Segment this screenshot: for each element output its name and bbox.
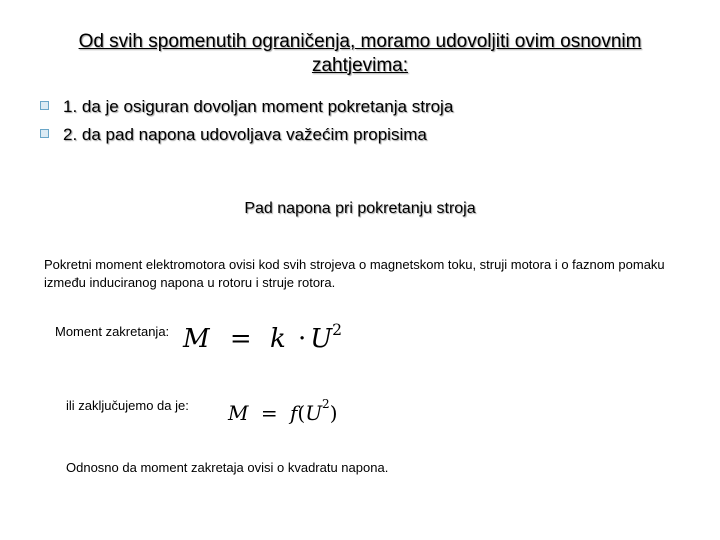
title-line-2: zahtjevima:	[311, 55, 409, 76]
formula-2-equals: =	[260, 401, 278, 425]
formula-2-u: U	[305, 401, 323, 425]
formula-1-label: Moment zakretanja:	[55, 324, 170, 339]
bullet-item-1	[40, 96, 453, 118]
formula-1-exponent: 2	[332, 321, 343, 339]
formula-2-open-paren: (	[297, 401, 306, 425]
formula-1-equals: =	[229, 324, 252, 354]
bullet-item-2	[40, 124, 427, 146]
formula-2-f: f	[289, 401, 298, 425]
bullet-square-icon	[40, 129, 49, 138]
bullet-text-2: 2. da pad napona udovoljava važećim propisima	[63, 125, 427, 144]
formula-2-close-paren: )	[329, 401, 338, 425]
slide-title	[40, 30, 680, 78]
section-subtitle: Pad napona pri pokretanju stroja	[244, 200, 476, 217]
formula-1-k: k	[269, 324, 286, 354]
conclusion-text: Odnosno da moment zakretaja ovisi o kvadratu napona.	[66, 460, 389, 475]
formula-1	[183, 314, 342, 355]
formula-2	[228, 390, 338, 427]
bullet-text-1: 1. da je osiguran dovoljan moment pokretanja stroja	[63, 97, 454, 116]
formula-1-u: U	[310, 324, 333, 354]
bullet-square-icon	[40, 101, 49, 110]
formula-1-dot: ·	[297, 324, 307, 354]
formula-1-lhs: M	[183, 324, 210, 354]
formula-2-lhs: M	[228, 401, 249, 425]
formula-2-label: ili zaključujemo da je:	[66, 398, 189, 413]
formula-2-exponent: 2	[322, 397, 330, 411]
title-line-1: Od svih spomenutih ograničenja, moramo udovoljiti ovim osnovnim	[78, 31, 642, 52]
body-paragraph: Pokretni moment elektromotora ovisi kod svih strojeva o magnetskom toku, struji motora i o faznom pomaku između induciranog napona u rotoru i struje rotora.	[44, 257, 665, 290]
